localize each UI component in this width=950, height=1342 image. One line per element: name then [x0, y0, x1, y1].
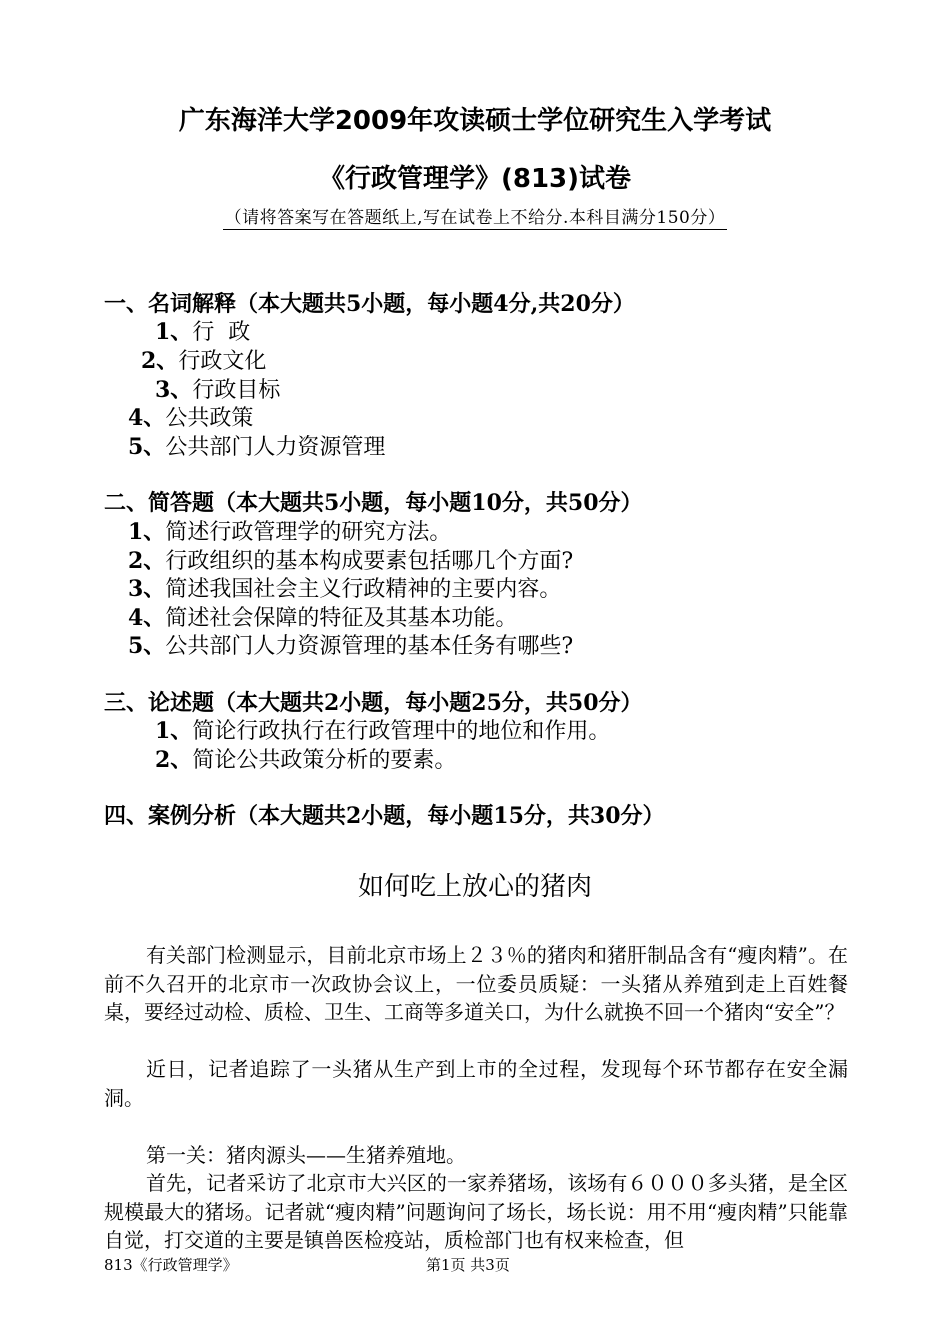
- case-paragraph-3: [104, 1141, 848, 1170]
- section3-item-2: [155, 743, 456, 774]
- section2-item-2-num: 2、: [128, 548, 166, 574]
- section3-item-1-num: 1、: [155, 718, 193, 744]
- section2-item-3: [128, 572, 561, 603]
- section3-item-1: [155, 714, 610, 745]
- section4-heading: 四、案例分析（本大题共2小题，每小题15分，共30分）: [104, 803, 665, 829]
- section1-item-1-text: 行 政: [192, 320, 251, 345]
- section1-item-4-text: 公共政策: [165, 406, 254, 431]
- section1-item-2-text: 行政文化: [178, 349, 267, 374]
- section1-item-1: [155, 315, 250, 346]
- case-paragraph-1-text: 有关部门检测显示，目前北京市场上２３％的猪肉和猪肝制品含有“瘦肉精”。在前不久召开的北京市一次政协会议上，一位委员质疑：一头猪从养殖到走上百姓餐桌，要经过动检、质检、卫生、工商等多道关口，为什么就换不回一个猪肉“安全”？: [104, 943, 848, 1024]
- section2-item-5: [128, 629, 573, 660]
- case-paragraph-1: [104, 941, 848, 1027]
- section1-item-2: [141, 344, 266, 375]
- section2-item-3-num: 3、: [128, 576, 166, 602]
- section1-item-2-num: 2、: [141, 348, 179, 374]
- exam-instruction-text: （请将答案写在答题纸上,写在试卷上不给分.本科目满分150分）: [224, 208, 726, 228]
- exam-subject-title: 《行政管理学》(813)试卷: [318, 164, 632, 194]
- section2-item-2-text: 行政组织的基本构成要素包括哪几个方面?: [165, 549, 574, 574]
- section2-item-4-num: 4、: [128, 605, 166, 631]
- section2-item-5-num: 5、: [128, 633, 166, 659]
- section1-item-3-num: 3、: [155, 377, 193, 403]
- case-paragraph-2-text: 近日，记者追踪了一头猪从生产到上市的全过程，发现每个环节都存在安全漏洞。: [104, 1057, 848, 1110]
- section1-item-5-num: 5、: [128, 434, 166, 460]
- exam-title: 广东海洋大学2009年攻读硕士学位研究生入学考试: [178, 106, 772, 136]
- case-title: 如何吃上放心的猪肉: [357, 872, 592, 902]
- section1-item-3: [155, 373, 280, 404]
- section2-item-1-num: 1、: [128, 519, 166, 545]
- exam-instruction-note: [0, 203, 950, 228]
- footer-subject: 813《行政管理学》: [104, 1256, 238, 1274]
- section2-item-3-text: 简述我国社会主义行政精神的主要内容。: [165, 577, 562, 602]
- section1-item-4: [128, 401, 253, 432]
- section2-heading: 二、简答题（本大题共5小题，每小题10分，共50分）: [104, 490, 643, 516]
- section2-item-5-text: 公共部门人力资源管理的基本任务有哪些?: [165, 634, 574, 659]
- section2-item-4: [128, 601, 517, 632]
- section1-item-5: [128, 430, 385, 461]
- section2-item-2: [128, 544, 573, 575]
- case-paragraph-3-text: 第一关：猪肉源头——生猪养殖地。: [146, 1143, 466, 1167]
- section1-item-1-num: 1、: [155, 319, 193, 345]
- section1-item-3-text: 行政目标: [192, 378, 281, 403]
- section3-heading: 三、论述题（本大题共2小题，每小题25分，共50分）: [104, 690, 643, 716]
- section3-item-2-text: 简论公共政策分析的要素。: [192, 748, 457, 773]
- section2-item-1: [128, 515, 451, 546]
- section3-item-2-num: 2、: [155, 747, 193, 773]
- case-paragraph-4: [104, 1169, 848, 1255]
- section1-item-5-text: 公共部门人力资源管理: [165, 435, 386, 460]
- section1-heading: 一、名词解释（本大题共5小题，每小题4分,共20分）: [104, 291, 635, 317]
- case-paragraph-2: [104, 1055, 848, 1112]
- section2-item-4-text: 简述社会保障的特征及其基本功能。: [165, 606, 518, 631]
- section1-item-4-num: 4、: [128, 405, 166, 431]
- section3-item-1-text: 简论行政执行在行政管理中的地位和作用。: [192, 719, 611, 744]
- footer-page-number: 第1页 共3页: [426, 1256, 510, 1274]
- case-paragraph-4-text: 首先，记者采访了北京市大兴区的一家养猪场，该场有６０００多头猪，是全区规模最大的猪场。记者就“瘦肉精”问题询问了场长，场长说：用不用“瘦肉精”只能靠自觉，打交道的主要是镇兽医检疫站，质检部门也有权来检查，但: [104, 1171, 848, 1252]
- section2-item-1-text: 简述行政管理学的研究方法。: [165, 520, 452, 545]
